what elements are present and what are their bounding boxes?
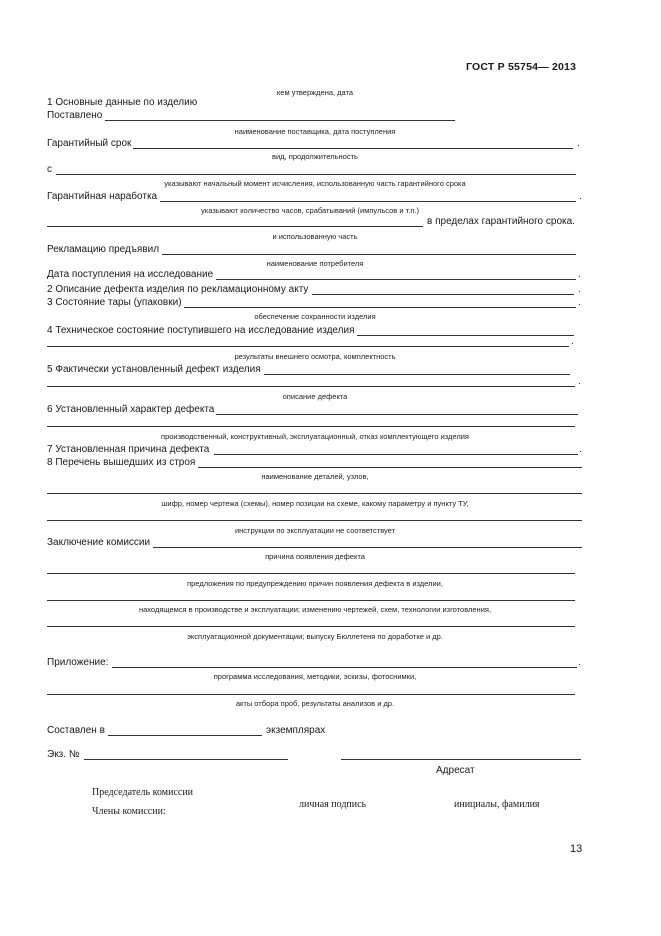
receipt-date-label: Дата поступления на исследование bbox=[47, 269, 214, 280]
chairman-label: Председатель комиссии bbox=[92, 787, 194, 798]
caption-supplier: наименование поставщика, дата поступления bbox=[234, 127, 396, 136]
initials-caption: инициалы, фамилия bbox=[454, 799, 540, 810]
claim-label: Рекламацию предъявил bbox=[47, 244, 160, 255]
from-line[interactable] bbox=[56, 174, 576, 175]
caption-production: находящемся в производстве и эксплуатации; изменению чертежей, схем, технологии изготовления, bbox=[138, 605, 492, 614]
caption-defect-type: производственный, конструктивный, эксплуатационный, отказ комплектующего изделия bbox=[161, 432, 469, 441]
period-dot: . bbox=[579, 191, 582, 202]
warranty-hours-label: Гарантийная наработка bbox=[47, 191, 158, 202]
members-label: Члены комиссии: bbox=[92, 806, 166, 817]
conclusion-line[interactable] bbox=[153, 547, 582, 548]
period-dot: . bbox=[577, 138, 580, 149]
compiled-in-line[interactable] bbox=[108, 735, 262, 736]
caption-used-part: и использованную часть bbox=[272, 232, 358, 241]
item8-line-2[interactable] bbox=[47, 493, 582, 494]
appendix-line[interactable] bbox=[112, 667, 577, 668]
caption-cause: причина появления дефекта bbox=[265, 552, 365, 561]
caption-instructions: инструкции по эксплуатации не соответствует bbox=[234, 526, 396, 535]
period-dot: . bbox=[578, 297, 581, 308]
warranty-period-label: Гарантийный срок bbox=[47, 138, 132, 149]
item7-label: 7 Установленная причина дефекта bbox=[47, 444, 210, 455]
addressee-label: Адресат bbox=[436, 765, 475, 776]
item6-line-2[interactable] bbox=[47, 426, 575, 427]
item3-line[interactable] bbox=[184, 307, 576, 308]
conclusion-line-4[interactable] bbox=[47, 626, 575, 627]
signature-caption: личная подпись bbox=[299, 799, 367, 810]
compiled-in-label: Составлен в bbox=[47, 725, 105, 736]
delivered-line[interactable] bbox=[105, 120, 455, 121]
caption-inspection: результаты внешнего осмотра, комплектность bbox=[234, 352, 396, 361]
delivered-label: Поставлено bbox=[47, 110, 103, 121]
hours-line[interactable] bbox=[47, 226, 423, 227]
caption-parts-names: наименование деталей, узлов, bbox=[261, 472, 369, 481]
caption-approved: кем утверждена, дата bbox=[276, 88, 354, 97]
caption-defect-desc: описание дефекта bbox=[282, 392, 348, 401]
item3-label: 3 Состояние тары (упаковки) bbox=[47, 297, 182, 308]
caption-start-moment: указывают начальный момент исчисления, использованную часть гарантийного срока bbox=[164, 179, 466, 188]
item5-label: 5 Фактически установленный дефект изделия bbox=[47, 364, 261, 375]
item8-line[interactable] bbox=[198, 467, 582, 468]
period-dot: . bbox=[578, 376, 581, 387]
item8-label: 8 Перечень вышедших из строя bbox=[47, 457, 196, 468]
within-warranty-text: в пределах гарантийного срока. bbox=[427, 216, 575, 227]
conclusion-line-2[interactable] bbox=[47, 573, 575, 574]
item4-line-2[interactable] bbox=[47, 346, 569, 347]
period-dot: . bbox=[578, 657, 581, 668]
caption-acts: акты отбора проб, результаты анализов и др. bbox=[235, 699, 395, 708]
warranty-hours-line[interactable] bbox=[160, 201, 576, 202]
item4-label: 4 Техническое состояние поступившего на исследование изделия bbox=[47, 325, 355, 336]
item5-line[interactable] bbox=[264, 374, 570, 375]
section-basic-data: 1 Основные данные по изделию bbox=[47, 97, 198, 108]
claim-line[interactable] bbox=[162, 254, 576, 255]
appendix-label: Приложение: bbox=[47, 657, 109, 668]
period-dot: . bbox=[571, 336, 574, 347]
item7-line[interactable] bbox=[214, 454, 578, 455]
conclusion-line-3[interactable] bbox=[47, 600, 575, 601]
item5-line-2[interactable] bbox=[47, 386, 575, 387]
document-code: ГОСТ Р 55754— 2013 bbox=[466, 61, 577, 73]
copy-no-label: Экз. № bbox=[47, 749, 80, 760]
copies-label: экземплярах bbox=[266, 725, 326, 736]
item4-line[interactable] bbox=[357, 335, 574, 336]
conclusion-label: Заключение комиссии bbox=[47, 537, 151, 548]
period-dot: . bbox=[578, 269, 581, 280]
page-number: 13 bbox=[570, 843, 583, 855]
caption-parts-codes: шифр, номер чертежа (схемы), номер позиции на схеме, какому параметру и пункту ТУ, bbox=[161, 499, 469, 508]
copy-no-line[interactable] bbox=[84, 759, 288, 760]
item6-line[interactable] bbox=[216, 414, 578, 415]
period-dot: . bbox=[579, 444, 582, 455]
item8-line-3[interactable] bbox=[47, 520, 582, 521]
caption-consumer: наименование потребителя bbox=[266, 259, 364, 268]
caption-warranty-type: вид, продолжительность bbox=[272, 152, 358, 161]
caption-docs: эксплуатационной документации; выпуску Бюллетеня по доработке и др. bbox=[187, 632, 443, 641]
warranty-period-line[interactable] bbox=[133, 148, 573, 149]
caption-packaging: обеспечение сохранности изделия bbox=[254, 312, 376, 321]
period-dot: . bbox=[578, 284, 581, 295]
appendix-line-2[interactable] bbox=[47, 694, 575, 695]
caption-program: программа исследования, методики, эскизы, фотоснимки, bbox=[213, 672, 417, 681]
item6-label: 6 Установленный характер дефекта bbox=[47, 404, 215, 415]
caption-proposals: предложения по предупреждению причин появления дефекта в изделии, bbox=[187, 579, 443, 588]
caption-hours: указывают количество часов, срабатываний (импульсов и т.п.) bbox=[201, 206, 419, 215]
item2-label: 2 Описание дефекта изделия по рекламационному акту bbox=[47, 284, 309, 295]
item2-line[interactable] bbox=[312, 294, 574, 295]
receipt-date-line[interactable] bbox=[216, 279, 576, 280]
from-label: с bbox=[47, 164, 52, 175]
addressee-line[interactable] bbox=[341, 759, 581, 760]
